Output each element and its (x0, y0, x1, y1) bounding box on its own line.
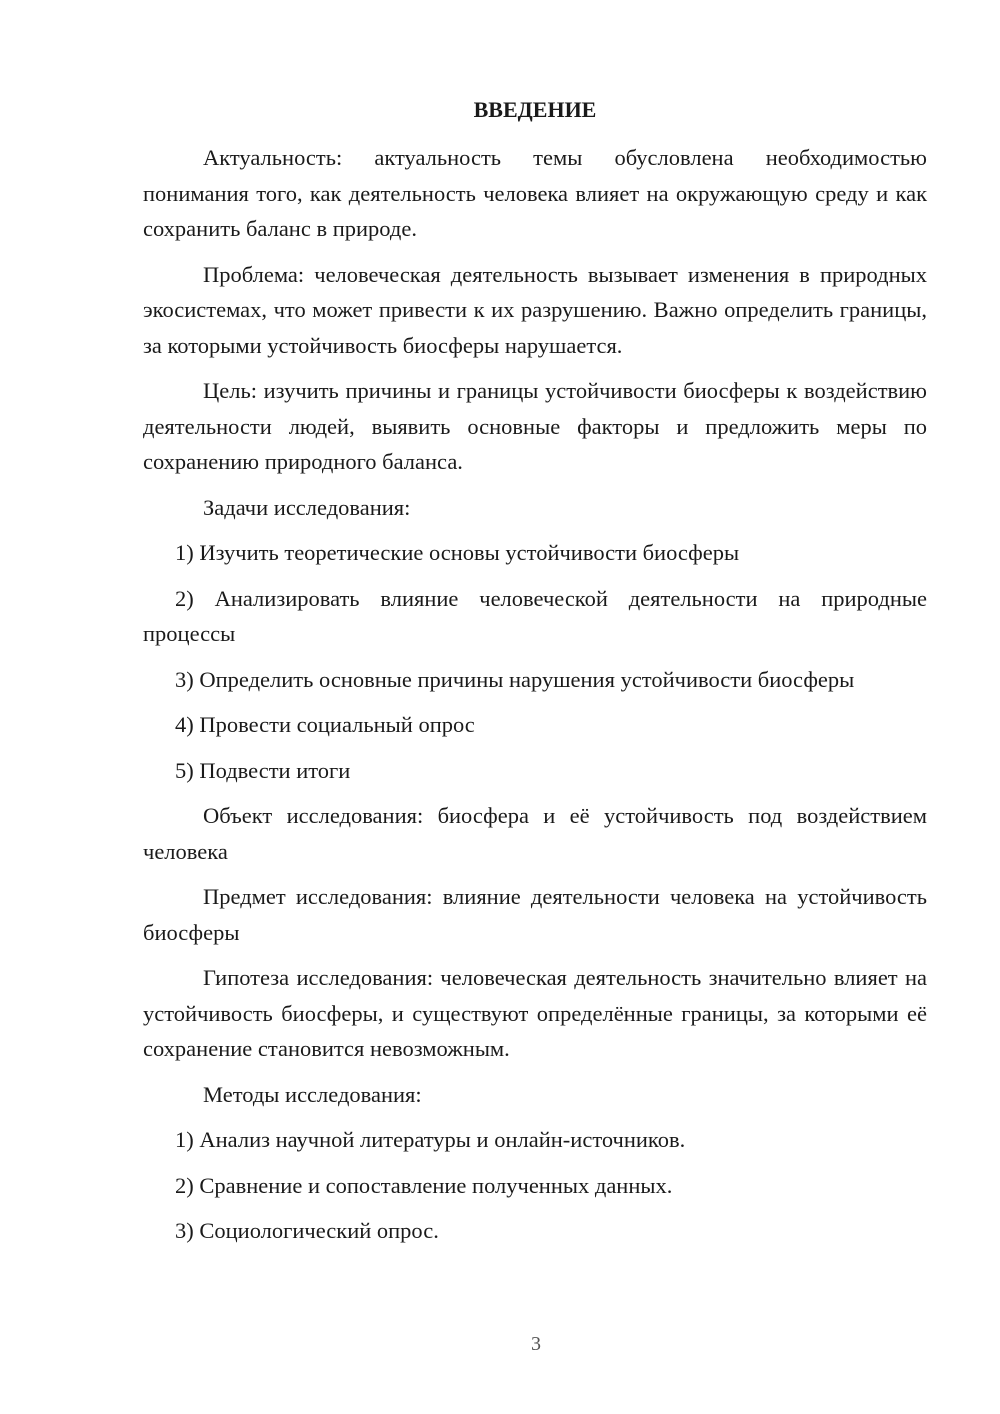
relevance-paragraph: Актуальность: актуальность темы обусловлена необходимостью понимания того, как деятельность человека влияет на окружающую среду и как сохранить баланс в природе. (143, 145, 927, 241)
task-item: 3) Определить основные причины нарушения устойчивости биосферы (175, 666, 855, 692)
method-item: 1) Анализ научной литературы и онлайн-источников. (175, 1127, 686, 1152)
task-item: 5) Подвести итоги (175, 757, 351, 783)
subject-paragraph: Предмет исследования: влияние деятельности человека на устойчивость биосферы (143, 884, 927, 945)
method-item: 3) Социологический опрос. (175, 1218, 439, 1243)
problem-paragraph: Проблема: человеческая деятельность вызывает изменения в природных экосистемах, что может привести к их разрушению. Важно определить границы, за которыми устойчивость биосферы нарушается. (143, 261, 927, 358)
tasks-heading: Задачи исследования: (203, 494, 411, 520)
goal-paragraph: Цель: изучить причины и границы устойчивости биосферы к воздействию деятельности людей, выявить основные факторы и предложить меры по сохранению природного баланса. (143, 378, 927, 474)
methods-heading: Методы исследования: (203, 1081, 422, 1107)
task-item: 4) Провести социальный опрос (175, 712, 475, 737)
hypothesis-paragraph: Гипотеза исследования: человеческая деятельность значительно влияет на устойчивость биосферы, и существуют определённые границы, за которыми её сохранение становится невозможным. (143, 965, 927, 1061)
method-item: 2) Сравнение и сопоставление полученных данных. (175, 1172, 673, 1198)
page-number: 3 (531, 1333, 541, 1355)
page-content (143, 92, 927, 1259)
object-paragraph: Объект исследования: биосфера и её устойчивость под воздействием человека (143, 803, 927, 864)
task-item: 1) Изучить теоретические основы устойчивости биосферы (175, 540, 740, 565)
page-title: ВВЕДЕНИЕ (473, 97, 597, 122)
task-item: 2) Анализировать влияние человеческой деятельности на природные процессы (143, 585, 927, 646)
